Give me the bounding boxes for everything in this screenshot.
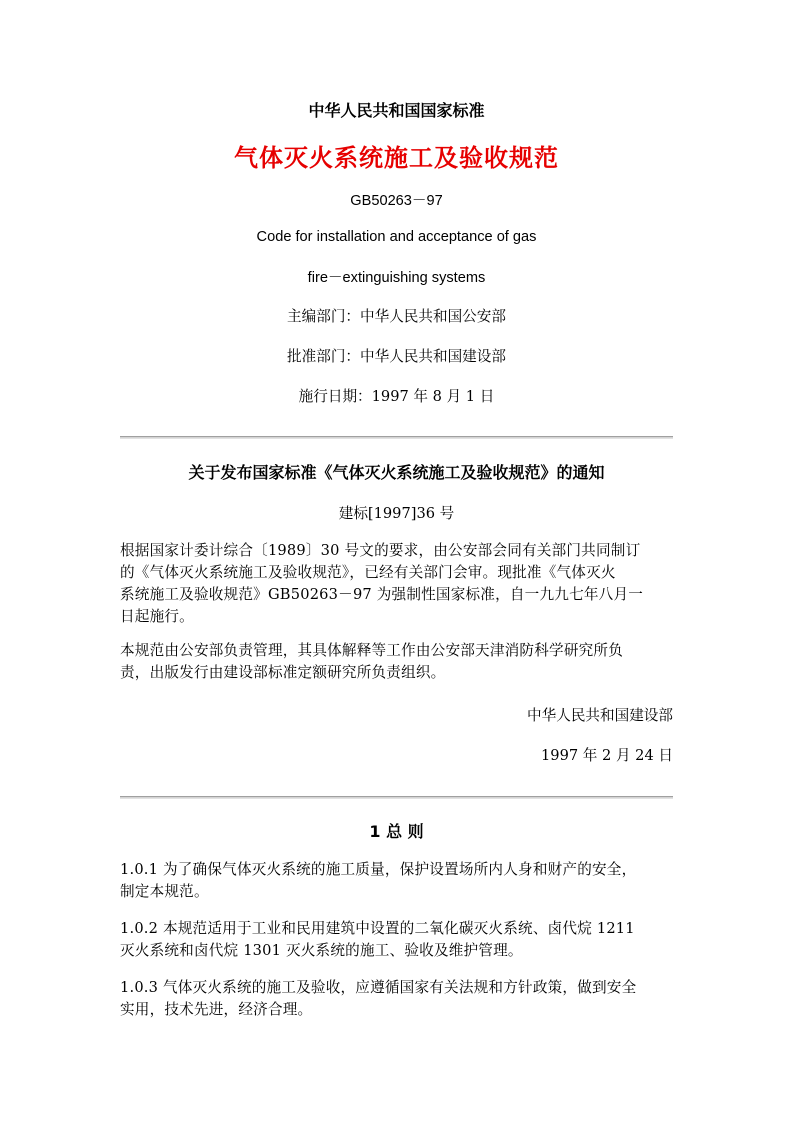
english-title-line2: fire－extinguishing systems: [307, 270, 486, 286]
chapter-heading: 1 总 则: [369, 822, 424, 841]
clause-1-0-2: [120, 918, 675, 962]
standard-label: 中华人民共和国国家标准: [308, 101, 485, 120]
divider-rule: [120, 796, 673, 799]
paragraph-line: 的《气体灭火系统施工及验收规范》，已经有关部门会审。现批准《气体灭火: [120, 564, 616, 581]
paragraph-line: 灭火系统和卤代烷 1301 灭火系统的施工、验收及维护管理。: [120, 942, 523, 959]
clause-1-0-3: [120, 977, 675, 1021]
paragraph-line: 1.0.3 气体灭火系统的施工及验收，应遵循国家有关法规和方针政策，做到安全: [120, 979, 637, 996]
paragraph-line: 根据国家计委计综合〔1989〕30 号文的要求，由公安部会同有关部门共同制订: [120, 542, 641, 559]
notice-paragraph-1: [120, 540, 675, 628]
paragraph-line: 系统施工及验收规范》GB50263－97 为强制性国家标准，自一九九七年八月一: [120, 586, 644, 603]
notice-heading: 关于发布国家标准《气体灭火系统施工及验收规范》的通知: [188, 463, 605, 482]
effective-date: 施行日期：1997 年 8 月 1 日: [298, 388, 495, 405]
paragraph-line: 1.0.1 为了确保气体灭火系统的施工质量，保护设置场所内人身和财产的安全，: [120, 861, 637, 878]
paragraph-line: 制定本规范。: [120, 883, 209, 900]
paragraph-line: 1.0.2 本规范适用于工业和民用建筑中设置的二氧化碳灭火系统、卤代烷 1211: [120, 920, 635, 937]
issue-date: 1997 年 2 月 24 日: [541, 747, 673, 764]
approval-department: 批准部门：中华人民共和国建设部: [287, 348, 506, 365]
paragraph-line: 实用，技术先进，经济合理。: [120, 1001, 313, 1018]
divider-rule: [120, 436, 673, 439]
paragraph-line: 责，出版发行由建设部标准定额研究所负责组织。: [120, 664, 446, 681]
editor-department: 主编部门：中华人民共和国公安部: [287, 308, 506, 325]
clause-1-0-1: [120, 859, 675, 903]
standard-code: GB50263－97: [350, 193, 443, 209]
notice-paragraph-2: [120, 640, 675, 684]
paragraph-line: 本规范由公安部负责管理，其具体解释等工作由公安部天津消防科学研究所负: [120, 642, 623, 659]
issuer-signature: 中华人民共和国建设部: [527, 707, 673, 724]
paragraph-line: 日起施行。: [120, 608, 194, 625]
document-title: 气体灭火系统施工及验收规范: [234, 144, 559, 172]
english-title-line1: Code for installation and acceptance of gas: [256, 229, 537, 245]
notice-number: 建标[1997]36 号: [338, 505, 455, 522]
